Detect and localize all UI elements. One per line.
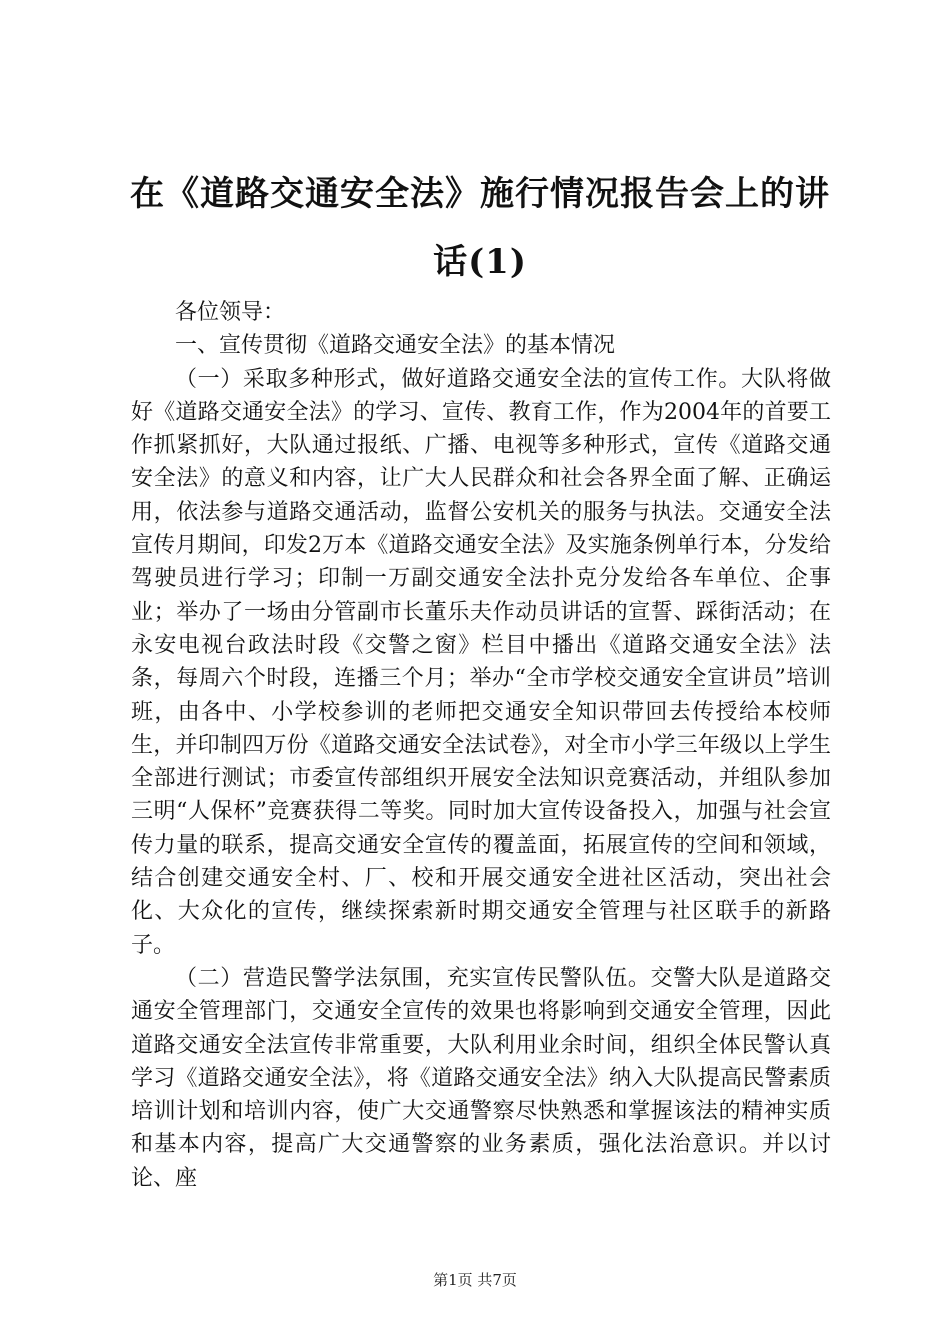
document-body	[131, 296, 831, 1195]
page-footer: 第1页 共7页	[433, 1271, 517, 1289]
salutation: 各位领导：	[175, 300, 286, 325]
document-title: 在《道路交通安全法》施行情况报告会上的讲话(1)	[130, 174, 830, 282]
section-heading: 一、宣传贯彻《道路交通安全法》的基本情况	[175, 333, 616, 359]
body-paragraph: （一）采取多种形式，做好道路交通安全法的宣传工作。大队将做好《道路交通安全法》的学习、宣传、教育工作，作为2004年的首要工作抓紧抓好，大队通过报纸、广播、电视等多种形式，宣传《道路交通安全法》的意义和内容，让广大人民群众和社会各界全面了解、正确运用，依法参与道路交通活动，监督公安机关的服务与执法。交通安全法宣传月期间，印发2万本《道路交通安全法》及实施条例单行本，分发给驾驶员进行学习；印制一万副交通安全法扑克分发给各车单位、企事业；举办了一场由分管副市长董乐夫作动员讲话的宣誓、踩街活动；在永安电视台政法时段《交警之窗》栏目中播出《道路交通安全法》法条，每周六个时段，连播三个月；举办“全市学校交通安全宣讲员”培训班，由各中、小学校参训的老师把交通安全知识带回去传授给本校师生，并印制四万份《道路交通安全法试卷》，对全市小学三年级以上学生全部进行测试；市委宣传部组织开展安全法知识竞赛活动，并组队参加三明“人保杯”竞赛获得二等奖。同时加大宣传设备投入，加强与社会宣传力量的联系，提高交通安全宣传的覆盖面，拓展宣传的空间和领域，结合创建交通安全村、厂、校和开展交通安全进社区活动，突出社会化、大众化的宣传，继续探索新时期交通安全管理与社区联手的新路子。	[131, 366, 831, 958]
body-paragraph: （二）营造民警学法氛围，充实宣传民警队伍。交警大队是道路交通安全管理部门，交通安全宣传的效果也将影响到交通安全管理，因此道路交通安全法宣传非常重要，大队利用业余时间，组织全体民警认真学习《道路交通安全法》，将《道路交通安全法》纳入大队提高民警素质培训计划和培训内容，使广大交通警察尽快熟悉和掌握该法的精神实质和基本内容，提高广大交通警察的业务素质，强化法治意识。并以讨论、座	[131, 965, 831, 1191]
